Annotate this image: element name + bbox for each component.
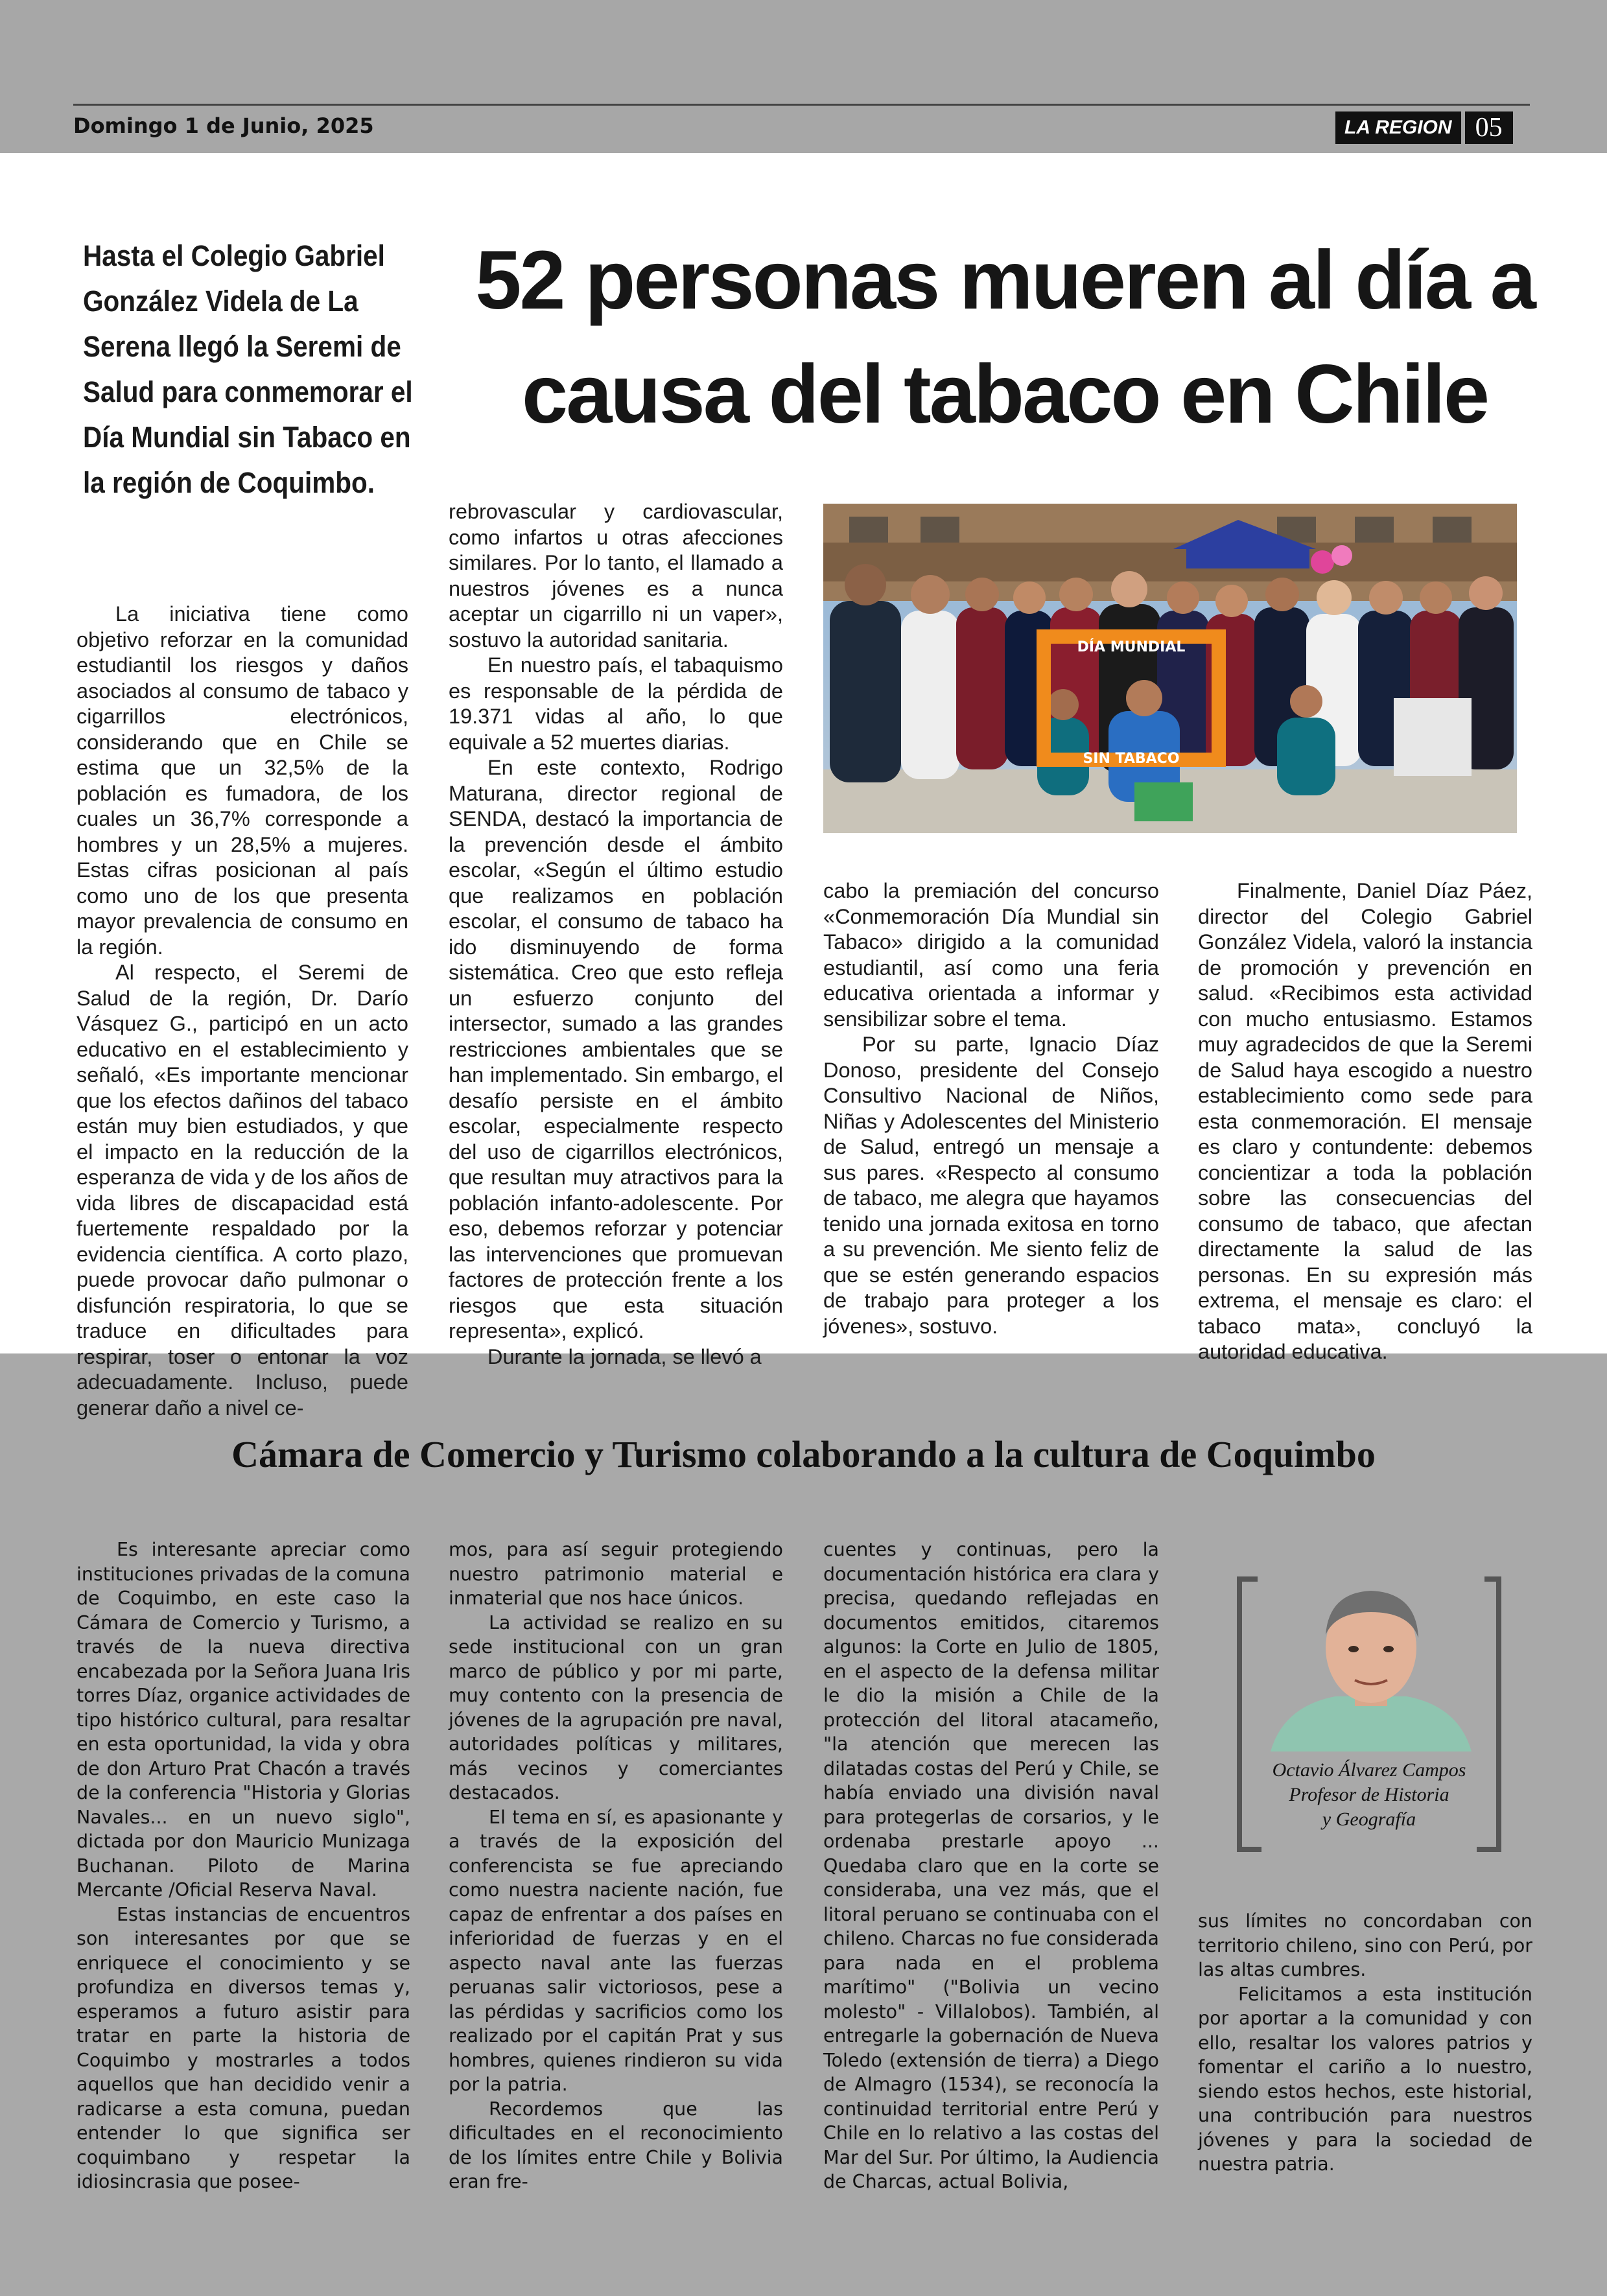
paragraph: El tema en sí, es apasionante y a través de la exposición del conferencista se fue apreciando como nuestra naciente nación, fue capaz de enfrentar a dos países en inferioridad de fuerzas y en el aspecto naval ante las fuerzas peruanas salir victoriosos, pese a las pérdidas y sacrificios como los realizado por el capitán Prat y sus hombres, quienes rindieron su vida por la patria. xyxy=(449,1806,783,2095)
paragraph: Es interesante apreciar como instituciones privadas de la comuna de Coquimbo, en este caso la Cámara de Comercio y Turismo, a través de la nueva directiva encabezada por la Señora Juana Iris torres Díaz, organice actividades de tipo histórico cultural, para resaltar en esta oportunidad, la vida y obra de don Arturo Prat Chacón a través de la conferencia "Historia y Glorias Navales... en un nuevo siglo", dictada por don Mauricio Munizaga Buchanan. Piloto de Marina Mercante /Oficial Reserva Naval. xyxy=(76,1539,410,1901)
headline-line-2: causa del tabaco en Chile xyxy=(522,348,1488,441)
page-number: 05 xyxy=(1465,111,1513,144)
frame-corner xyxy=(1477,1847,1496,1852)
frame-corner xyxy=(1242,1847,1261,1852)
opinion-column-2 xyxy=(449,1538,783,2194)
photo-banner-text-1: DÍA MUNDIAL xyxy=(1077,639,1186,655)
paragraph: rebrovascular y cardiovascular, como infartos u otras afecciones similares. Por lo tanto, el llamado a nuestros jóvenes es a nunca aceptar un cigarrillo ni un vaper», sostuvo la autoridad sanitaria. xyxy=(449,500,783,651)
columnist-box xyxy=(1237,1576,1501,1852)
article-column-3 xyxy=(823,878,1159,1339)
header-rule xyxy=(73,104,1530,106)
headline-line-1: 52 personas mueren al día a xyxy=(475,234,1534,327)
portrait-illustration xyxy=(1258,1576,1484,1751)
article-column-2 xyxy=(449,499,783,1370)
article-photo xyxy=(823,504,1517,833)
masthead xyxy=(1335,111,1530,144)
paragraph: Al respecto, el Seremi de Salud de la región, Dr. Darío Vásquez G., participó en un acto educativo en el establecimiento y señaló, «Es importante mencionar que los efectos dañinos del tabaco están muy bien estudiados, y que el impacto en la reducción de la esperanza de vida y de los años de vida libres de discapacidad está fuertemente respaldado por la evidencia científica. A corto plazo, puede provocar daño pulmonar o disfunción respiratoria, lo que se traduce en dificultades para respirar, toser o entonar la voz adecuadamente. Incluso, puede generar daño a nivel ce- xyxy=(76,961,408,1420)
paragraph: Por su parte, Ignacio Díaz Donoso, presidente del Consejo Consultivo Nacional de Niños, Niñas y Adolescentes del Ministerio de Salud, entregó un mensaje a sus pares. «Respecto al consumo de tabaco, me alegra que hayamos tenido una jornada exitosa en torno a su prevención. Me siento feliz de que se estén generando espacios de trabajo para proteger a los jóvenes», sostuvo. xyxy=(823,1033,1159,1338)
paragraph: En nuestro país, el tabaquismo es responsable de la pérdida de 19.371 vidas al año, lo que equivale a 52 muertes diarias. xyxy=(449,653,783,754)
paragraph: cabo la premiación del concurso «Conmemoración Día Mundial sin Tabaco» dirigido a la comunidad estudiantil, así como una feria educativa orientada a informar y sensibilizar sobre el tema. xyxy=(823,879,1159,1031)
paragraph: La iniciativa tiene como objetivo reforzar en la comunidad estudiantil los riesgos y daños asociados al consumo de tabaco y cigarrillos electrónicos, considerando que en Chile se estima que un 32,5% de la población es fumadora, de los cuales un 36,7% corresponde a hombres y un 28,5% a mujeres. Estas cifras posicionan al país como uno de los que presenta mayor prevalencia de consumo en la región. xyxy=(76,602,408,959)
opinion-title: Cámara de Comercio y Turismo colaborando a la cultura de Coquimbo xyxy=(231,1433,1376,1475)
opinion-column-3 xyxy=(823,1538,1159,2194)
article-column-4 xyxy=(1198,878,1532,1365)
article-lead: Hasta el Colegio Gabriel González Videla de La Serena llegó la Seremi de Salud para conmemorar el Día Mundial sin Tabaco en la región de Coquimbo. xyxy=(83,239,413,499)
article-headline xyxy=(454,224,1556,452)
paragraph: cuentes y continuas, pero la documentación histórica era clara y precisa, quedando reflejadas en documentos emitidos, citaremos algunos: la Corte en Julio de 1805, en el aspecto de la defensa militar le dio la misión a Chile de la protección del litoral atacameño, "la atención que merecen las dilatadas costas del Perú y Chile, se había enviado una división naval para protegerlas de corsarios, y le ordenaba prestarle apoyo ... Quedaba claro que en la corte se consideraba, una vez más, que el litoral peruano se continuaba con el chileno. Charcas no fue considerada para nada en el problema marítimo" ("Bolivia un vecino molesto" - Villalobos). También, al entregarle la gobernación de Nueva Toledo (extensión de tierra) a Diego de Almagro (1534), se reconocía la continuidad territorial entre Perú y Chile en lo relativo a las costas del Mar del Sur. Por último, la Audiencia de Charcas, actual Bolivia, xyxy=(823,1539,1159,2192)
opinion-column-1 xyxy=(76,1538,410,2194)
article-column-1 xyxy=(76,602,408,1421)
paragraph: Recordemos que las dificultades en el reconocimiento de los límites entre Chile y Bolivia eran fre- xyxy=(449,2098,783,2192)
opinion-column-4 xyxy=(1198,1909,1532,2177)
columnist-role: Profesor de Historia xyxy=(1289,1784,1449,1805)
columnist-caption xyxy=(1237,1758,1501,1832)
photo-banner-text-2: SIN TABACO xyxy=(1083,751,1180,767)
paragraph: La actividad se realizo en su sede institucional con un gran marco de público y por mi parte, muy contento con la presencia de jóvenes de la agrupación pre naval, autoridades políticas y militares, más vecinos y comerciantes destacados. xyxy=(449,1611,783,1803)
paragraph: Durante la jornada, se llevó a xyxy=(487,1344,762,1368)
columnist-photo xyxy=(1258,1576,1484,1751)
paragraph: Estas instancias de encuentros son interesantes por que se enriquece el conocimiento y se profundiza en diversos temas y, esperamos a futuro asistir para tratar en parte la historia de Coquimbo y mostrarles a todos aquellos que han decidido venir a radicarse a esta comuna, puedan entender lo que significa ser coquimbano y respetar la idiosincrasia que posee- xyxy=(76,1903,410,2192)
paragraph: mos, para así seguir protegiendo nuestro patrimonio material e inmaterial que nos hace únicos. xyxy=(449,1539,783,1609)
paragraph: En este contexto, Rodrigo Maturana, director regional de SENDA, destacó la importancia de la prevención desde el ámbito escolar, «Según el último estudio que realizamos en población escolar, el consumo de tabaco ha ido disminuyendo de forma sistemática. Creo que esto refleja un esfuerzo conjunto del intersector, sumado a las grandes restricciones ambientales que se han implementado. Sin embargo, el desafío persiste en el ámbito escolar, especialmente respecto del uso de cigarrillos electrónicos, que resultan muy atractivos para la población infanto-adolescente. Por eso, debemos reforzar y potenciar las intervenciones que promuevan factores de protección frente a los riesgos que esta situación representa», explicó. xyxy=(449,756,783,1342)
columnist-role: y Geografía xyxy=(1322,1809,1416,1830)
paragraph: Felicitamos a esta institución por aportar a la comunidad y con ello, resaltar los valores patrios y fomentar el cariño a lo nuestro, siendo estos hechos, este historial, una contribución para nuestros jóvenes y para la sociedad de nuestra patria. xyxy=(1198,1983,1532,2175)
paragraph: sus límites no concordaban con territorio chileno, sino con Perú, por las altas cumbres. xyxy=(1198,1910,1532,1980)
columnist-name: Octavio Álvarez Campos xyxy=(1272,1759,1466,1781)
issue-date: Domingo 1 de Junio, 2025 xyxy=(73,113,374,138)
group-photo-illustration xyxy=(823,504,1517,833)
paragraph: Finalmente, Daniel Díaz Páez, director del Colegio Gabriel González Videla, valoró la instancia de promoción y prevención en salud. «Recibimos esta actividad con mucho entusiasmo. Estamos muy agradecidos de que la Seremi de Salud haya escogido a nuestro establecimiento como sede para esta conmemoración. El mensaje es claro y contundente: debemos concientizar a toda la población sobre las consecuencias del consumo de tabaco, que afectan directamente la salud de las personas. En su expresión más extrema, el mensaje es claro: el tabaco mata», concluyó la autoridad educativa. xyxy=(1198,879,1532,1363)
publication-name: LA REGION xyxy=(1335,111,1461,144)
